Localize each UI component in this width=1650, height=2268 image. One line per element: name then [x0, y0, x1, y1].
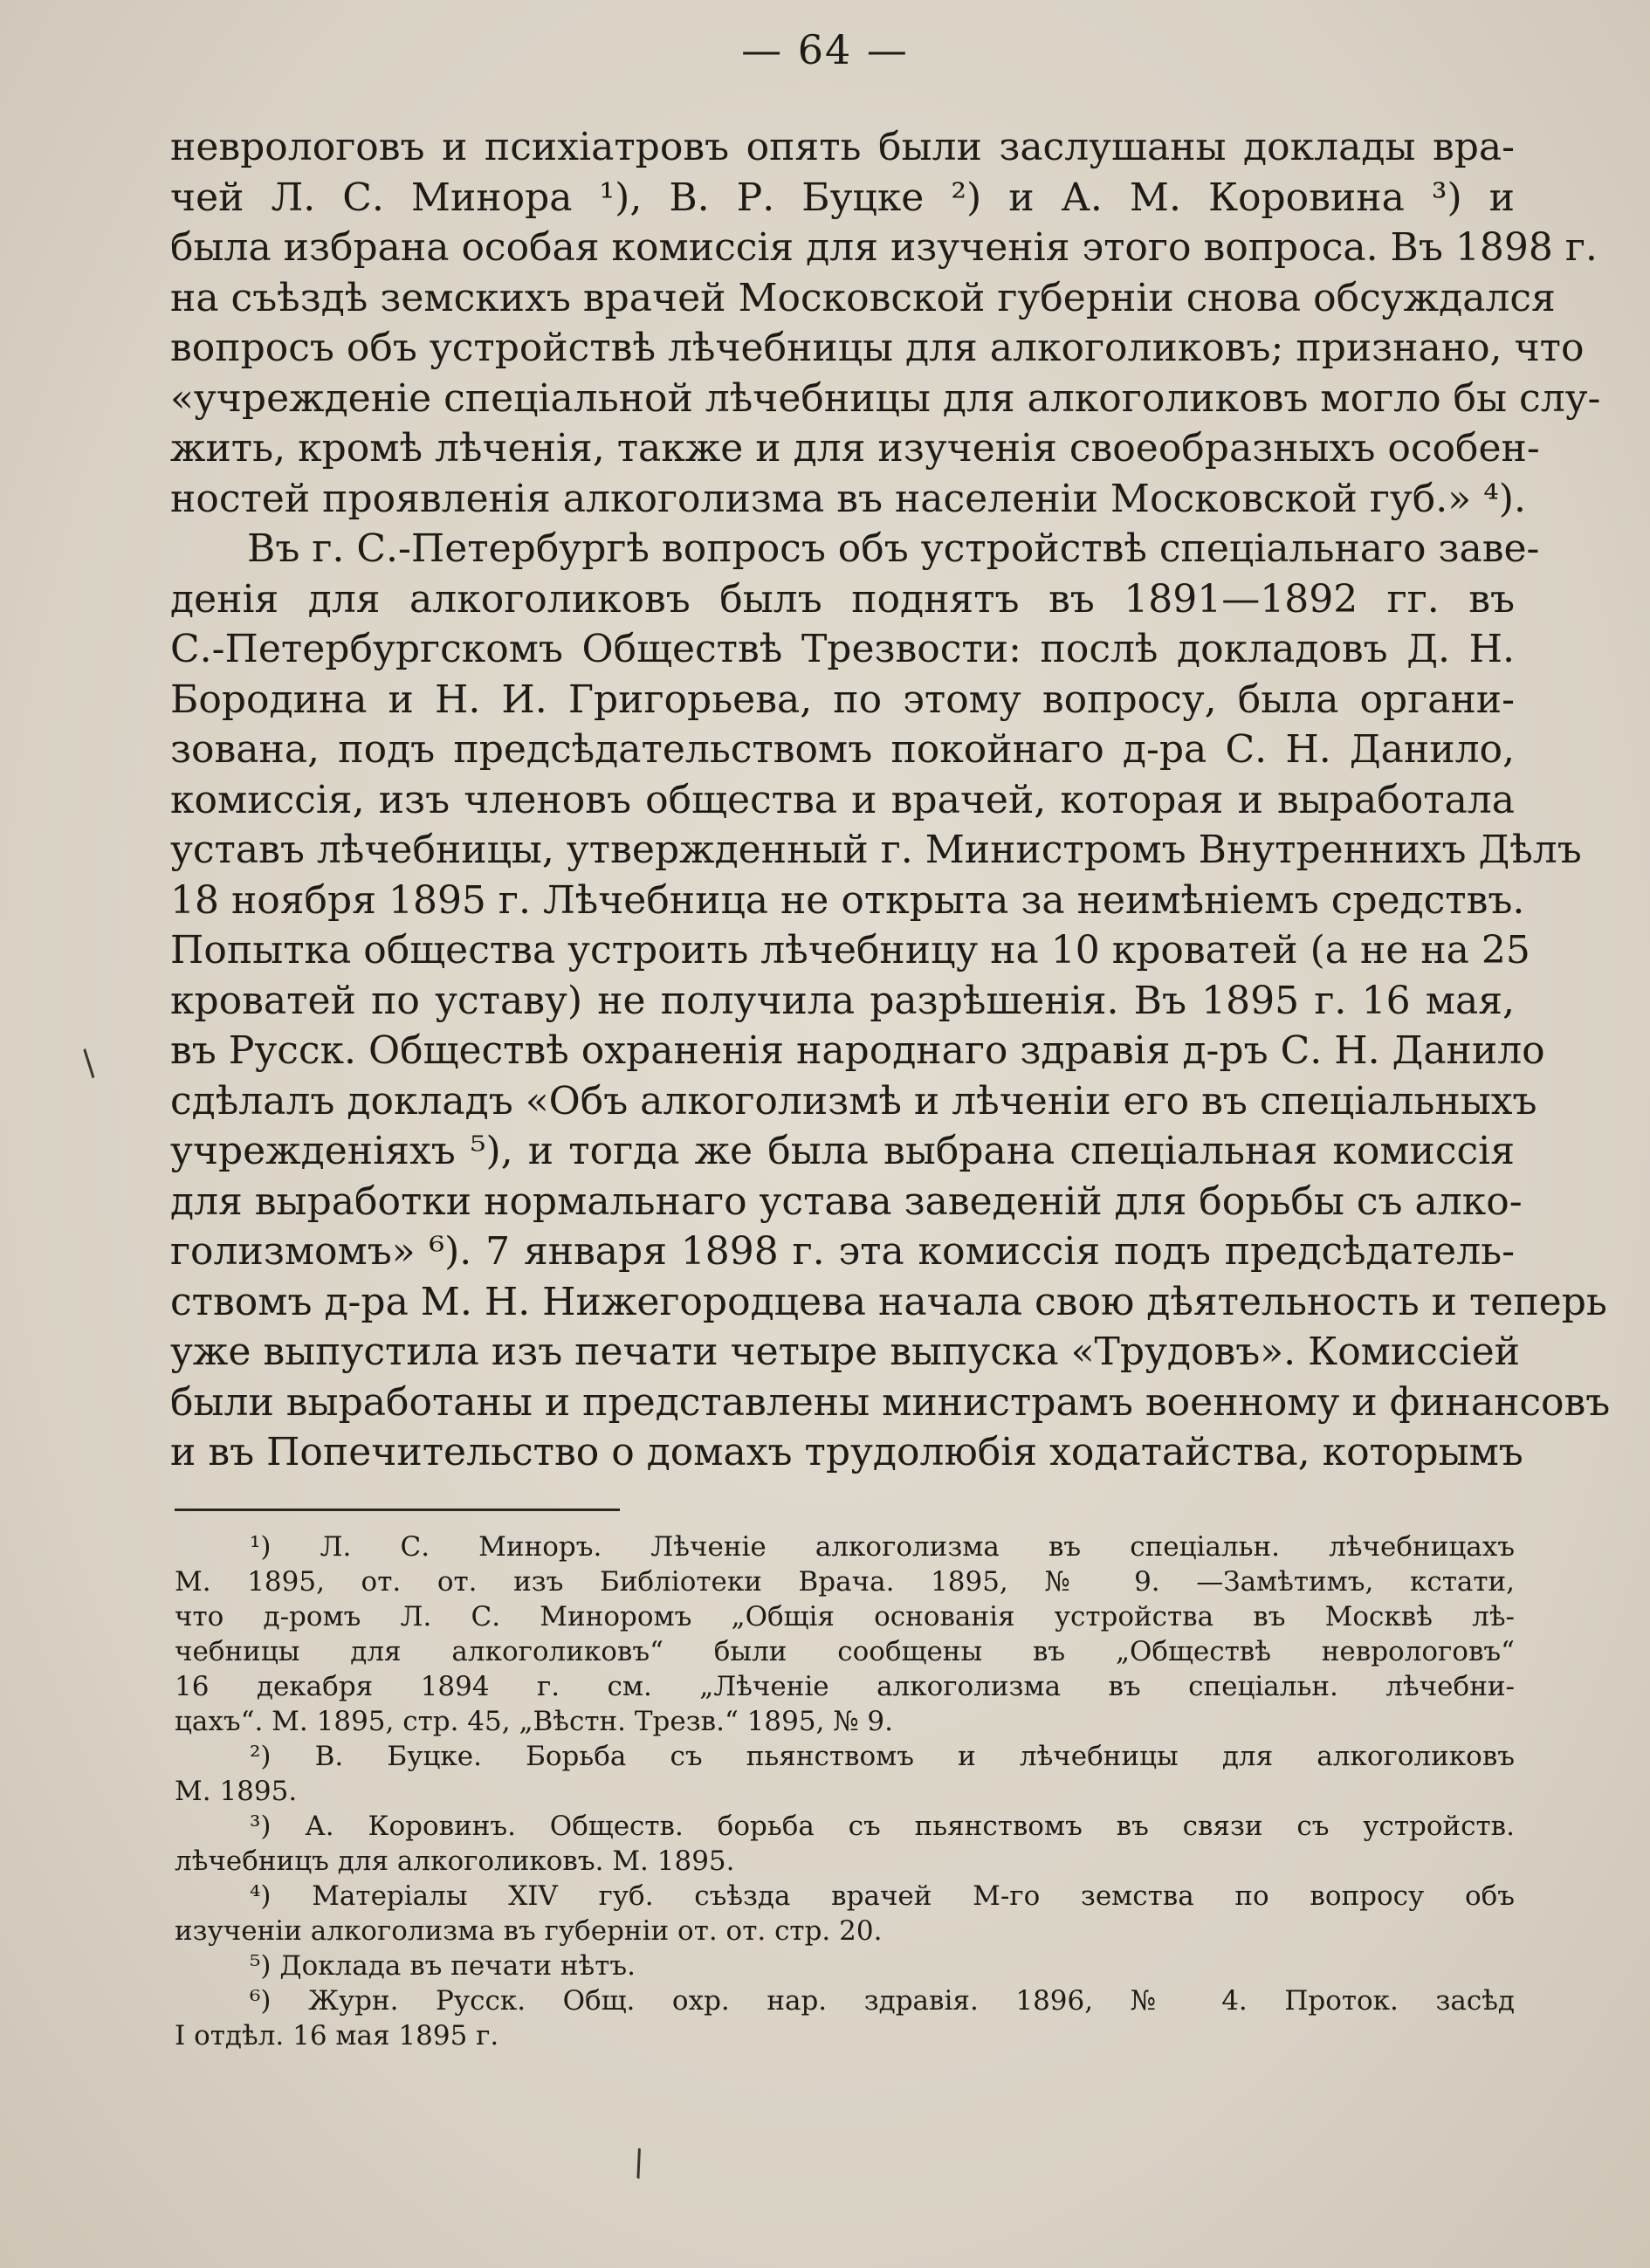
- footnote-line: М. 1895.: [175, 1776, 298, 1807]
- text-line: «учрежденіе спеціальной лѣчебницы для алкоголиковъ могло бы слу-: [170, 375, 1601, 421]
- footnote-line: ⁴) Матеріалы XIV губ. съѣзда врачей М-го земства по вопросу объ: [250, 1880, 1515, 1912]
- text-line: чей Л. С. Минора ¹), В. Р. Буцке ²) и А. М. Коровина ³) и: [170, 175, 1515, 220]
- footnote-line: изученіи алкоголизма въ губерніи от. от. стр. 20.: [175, 1915, 883, 1947]
- footnote-line: лѣчебницъ для алкоголиковъ. М. 1895.: [175, 1845, 735, 1877]
- pencil-mark: \: [626, 2142, 651, 2184]
- text-line: на съѣздѣ земскихъ врачей Московской губерніи снова обсуждался: [170, 275, 1556, 320]
- text-line: зована, подъ предсѣдательствомъ покойнаго д-ра С. Н. Данило,: [170, 727, 1515, 772]
- text-line: Бородина и Н. И. Григорьева, по этому вопросу, была органи-: [170, 677, 1515, 722]
- text-line: кроватей по уставу) не получила разрѣшенія. Въ 1895 г. 16 мая,: [170, 978, 1515, 1023]
- text-line: были выработаны и представлены министрамъ военному и финансовъ: [170, 1379, 1611, 1425]
- footnote-line: I отдѣл. 16 мая 1895 г.: [175, 2020, 499, 2052]
- text-line: денія для алкоголиковъ былъ поднятъ въ 1891—1892 гг. въ: [170, 576, 1515, 622]
- footnote-line: ³) А. Коровинъ. Обществ. борьба съ пьянствомъ въ связи съ устройств.: [250, 1811, 1515, 1842]
- text-line: вопросъ объ устройствѣ лѣчебницы для алкоголиковъ; признано, что: [170, 326, 1585, 370]
- text-line: Въ г. С.-Петербургѣ вопросъ объ устройствѣ спеціальнаго заве-: [247, 526, 1540, 571]
- text-line: голизмомъ» ⁶). 7 января 1898 г. эта комиссія подъ предсѣдатель-: [170, 1229, 1515, 1274]
- main-text: [170, 122, 1611, 1478]
- footnote-divider: [175, 1509, 620, 1511]
- text-line: уставъ лѣчебницы, утвержденный г. Министромъ Внутреннихъ Дѣлъ: [170, 828, 1582, 872]
- footnote-line: ²) В. Буцке. Борьба съ пьянствомъ и лѣчебницы для алкоголиковъ: [250, 1741, 1515, 1772]
- footnote-line: 16 декабря 1894 г. см. „Лѣченіе алкоголизма въ спеціальн. лѣчебни-: [175, 1671, 1515, 1702]
- text-line: сдѣлалъ докладъ «Объ алкоголизмѣ и лѣченіи его въ спеціальныхъ: [170, 1078, 1537, 1124]
- footnote-line: цахъ“. М. 1895, стр. 45, „Вѣстн. Трезв.“ 1895, № 9.: [175, 1706, 894, 1737]
- text-line: была избрана особая комиссія для изученія этого вопроса. Въ 1898 г.: [170, 225, 1598, 270]
- text-line: Попытка общества устроить лѣчебницу на 10 кроватей (а не на 25: [170, 928, 1530, 972]
- footnote-line: что д-ромъ Л. С. Миноромъ „Общія основанія устройства въ Москвѣ лѣ-: [175, 1601, 1515, 1632]
- pencil-mark: /: [72, 1043, 106, 1083]
- footnote-line: ⁶) Журн. Русск. Общ. охр. нар. здравія. 1896, № 4. Проток. засѣд: [250, 1985, 1515, 2017]
- footnote-line: чебницы для алкоголиковъ“ были сообщены въ „Обществѣ неврологовъ“: [175, 1636, 1515, 1667]
- text-line: ствомъ д-ра М. Н. Нижегородцева начала свою дѣятельность и теперь: [170, 1279, 1607, 1324]
- text-line: учрежденіяхъ ⁵), и тогда же была выбрана спеціальная комиссія: [170, 1129, 1515, 1173]
- footnotes: [175, 1529, 1515, 2053]
- text-line: ностей проявленія алкоголизма въ населеніи Московской губ.» ⁴).: [170, 476, 1526, 521]
- text-line: комиссія, изъ членовъ общества и врачей, которая и выработала: [170, 777, 1515, 822]
- text-line: уже выпустила изъ печати четыре выпуска «Трудовъ». Комиссіей: [170, 1330, 1520, 1374]
- text-line: жить, кромѣ лѣченія, также и для изученія своеобразныхъ особен-: [170, 426, 1540, 471]
- text-line: въ Русск. Обществѣ охраненія народнаго здравія д-ръ С. Н. Данило: [170, 1028, 1545, 1073]
- text-line: С.-Петербургскомъ Обществѣ Трезвости: послѣ докладовъ Д. Н.: [170, 627, 1515, 671]
- footnote-line: ⁵) Доклада въ печати нѣтъ.: [250, 1950, 636, 1982]
- page-number: — 64 —: [741, 26, 909, 73]
- text-line: 18 ноября 1895 г. Лѣчебница не открыта за неимѣніемъ средствъ.: [170, 877, 1525, 923]
- footnote-line: М. 1895, от. от. изъ Библіотеки Врача. 1895, № 9. —Замѣтимъ, кстати,: [175, 1566, 1515, 1598]
- text-line: и въ Попечительство о домахъ трудолюбія ходатайства, которымъ: [170, 1430, 1523, 1474]
- footnote-line: ¹) Л. С. Миноръ. Лѣченіе алкоголизма въ спеціальн. лѣчебницахъ: [250, 1531, 1515, 1563]
- text-line: неврологовъ и психіатровъ опять были заслушаны доклады вра-: [170, 125, 1515, 169]
- text-line: для выработки нормальнаго устава заведеній для борьбы съ алко-: [170, 1179, 1523, 1224]
